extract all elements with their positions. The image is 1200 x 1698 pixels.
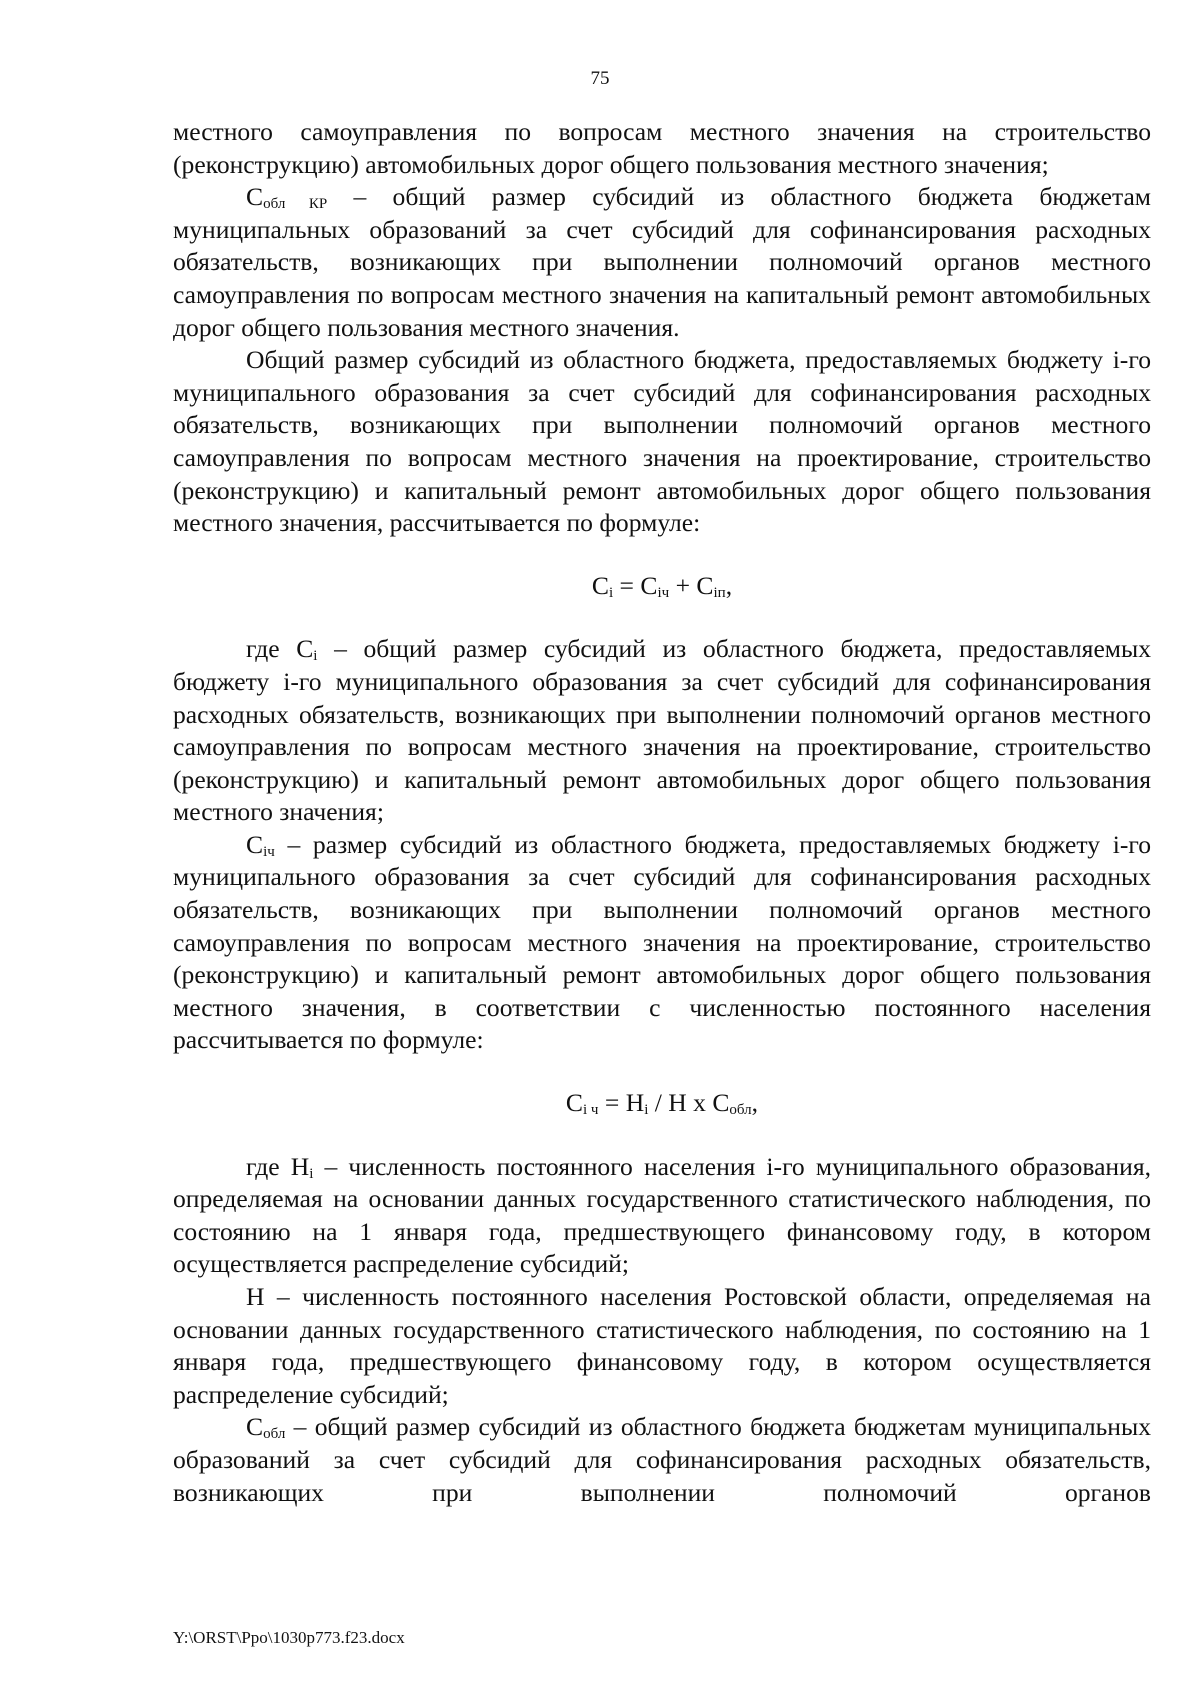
paragraph-continuation bbox=[173, 116, 1151, 181]
text-line: i-го муниципального образования за счет субсидий для софинансирования bbox=[173, 829, 1151, 892]
text-line: на проектирование, строительство (реконструкцию) и капитальный ремонт bbox=[173, 442, 1151, 505]
text-line: где Н bbox=[246, 1151, 310, 1181]
text-line: расходных обязательств, возникающих при выполнении полномочий органов bbox=[173, 862, 1152, 925]
definition-hi bbox=[173, 1151, 1151, 1281]
text-line: расходных обязательств, возникающих при выполнении полномочий органов bbox=[173, 1444, 1151, 1507]
text-line: наблюдения, по состоянию на 1 января года, предшествующего финансовому bbox=[173, 1314, 1151, 1377]
text-line: полномочий органов местного самоуправления по вопросам местного значения bbox=[173, 410, 1151, 472]
document-body bbox=[173, 116, 1151, 1509]
formula-symbol: = С bbox=[613, 570, 658, 600]
formula-subscript: iп bbox=[713, 584, 726, 601]
text-line: автомобильных дорог общего пользования местного значения, рассчитывается bbox=[173, 475, 1151, 538]
text-line: образования, определяемая на основании данных государственного bbox=[173, 1151, 1151, 1214]
formula-punctuation: , bbox=[725, 570, 733, 600]
text-line: Н – численность постоянного населения Ростовской области, bbox=[246, 1282, 952, 1311]
text-line: расходных обязательств, возникающих при выполнении полномочий органов bbox=[173, 214, 1151, 277]
text-line: общего пользования местного значения, в соответствии с численностью bbox=[173, 960, 1151, 1022]
symbol: С bbox=[246, 1412, 264, 1442]
formula-symbol: С bbox=[591, 570, 609, 600]
formula-punctuation: , bbox=[751, 1088, 759, 1118]
formula-subscript: обл bbox=[729, 1102, 752, 1119]
formula-symbol: С bbox=[565, 1088, 583, 1118]
text-line: – общий размер субсидий из областного бюджета, bbox=[317, 634, 943, 664]
paragraph-total-subsidy bbox=[173, 344, 1151, 540]
text-line: (реконструкцию) автомобильных дорог общего пользования местного значения; bbox=[173, 149, 1049, 179]
formula-ci-ch bbox=[173, 1087, 1151, 1120]
text-line: статистического наблюдения, по состоянию на 1 января года, bbox=[173, 1184, 1151, 1246]
formula-symbol: / Н х С bbox=[648, 1088, 730, 1118]
text-line: местного самоуправления по вопросам местного значения на капитальный bbox=[173, 247, 1151, 309]
text-line: полномочий органов местного самоуправления по вопросам местного значения bbox=[173, 699, 1152, 762]
text-line: предшествующего финансовому году, в котором осуществляется распределение bbox=[173, 1216, 1151, 1279]
symbol-subscript: обл КР bbox=[263, 196, 328, 213]
text-line: где С bbox=[246, 634, 314, 664]
formula-subscript: i bbox=[644, 1102, 649, 1119]
page-number: 75 bbox=[590, 68, 610, 89]
text-line: – размер субсидий из областного бюджета, предоставляемых бюджету bbox=[274, 829, 1101, 859]
formula-ci bbox=[173, 570, 1151, 603]
text-line: ремонт автомобильных дорог общего пользования местного значения. bbox=[173, 279, 1151, 342]
text-line: постоянного населения рассчитывается по формуле: bbox=[173, 992, 1151, 1055]
definition-ci bbox=[173, 633, 1151, 829]
formula-subscript: i ч bbox=[583, 1102, 599, 1119]
formula-subscript: i bbox=[608, 584, 614, 601]
formula-symbol: = Н bbox=[598, 1088, 645, 1118]
symbol-subscript: обл bbox=[263, 1426, 286, 1443]
text-line: местного самоуправления по вопросам местного значения на проектирование, bbox=[173, 895, 1151, 957]
symbol-subscript: iч bbox=[263, 843, 275, 860]
text-line: строительство (реконструкцию) и капитальный ремонт автомобильных дорог bbox=[173, 927, 1151, 990]
text-line: субсидий; bbox=[519, 1249, 629, 1279]
text-line: – общий размер субсидий из областного бюджета бюджетам bbox=[327, 182, 1152, 212]
text-line: муниципальных образований за счет субсидий для софинансирования bbox=[173, 214, 1016, 244]
definition-c-obl bbox=[173, 1411, 1151, 1509]
definition-h bbox=[173, 1281, 1151, 1411]
text-line: местного самоуправления по вопросам местного значения на строительство bbox=[173, 117, 1151, 146]
text-line: предоставляемых бюджету i-го муниципального образования за счет субсидий bbox=[173, 634, 1151, 696]
symbol-subscript: i bbox=[313, 648, 318, 665]
footer-file-path: Y:\ORST\Рро\1030р773.f23.docx bbox=[173, 1628, 405, 1647]
definition-c-obl-kr bbox=[173, 181, 1151, 344]
text-line: по формуле: bbox=[566, 508, 701, 538]
text-line: автомобильных дорог общего пользования местного значения; bbox=[173, 764, 1151, 827]
symbol: С bbox=[246, 182, 264, 212]
text-line: Общий размер субсидий из областного бюджета, предоставляемых bbox=[246, 345, 998, 375]
text-line: бюджету i-го муниципального образования за счет субсидий для bbox=[173, 345, 1151, 407]
text-line: на проектирование, строительство (реконструкцию) и капитальный ремонт bbox=[173, 732, 1151, 794]
definition-ci-ch bbox=[173, 829, 1151, 1057]
text-line: муниципальных образований за счет субсидий для софинансирования bbox=[173, 1412, 1151, 1474]
text-line: для софинансирования расходных обязательств, возникающих при выполнении bbox=[173, 666, 1151, 729]
text-line: году, в котором осуществляется распределение субсидий; bbox=[173, 1347, 1151, 1409]
symbol-subscript: i bbox=[309, 1165, 314, 1182]
text-line: – численность постоянного населения i-го муниципального bbox=[313, 1151, 999, 1181]
formula-subscript: iч bbox=[657, 584, 670, 601]
symbol: С bbox=[246, 829, 264, 859]
text-line: определяемая на основании данных государственного статистического bbox=[173, 1282, 1151, 1344]
text-line: – общий размер субсидий из областного бюджета бюджетам bbox=[285, 1412, 966, 1442]
formula-symbol: + С bbox=[669, 570, 714, 600]
text-line: софинансирования расходных обязательств, возникающих при выполнении bbox=[173, 377, 1151, 440]
